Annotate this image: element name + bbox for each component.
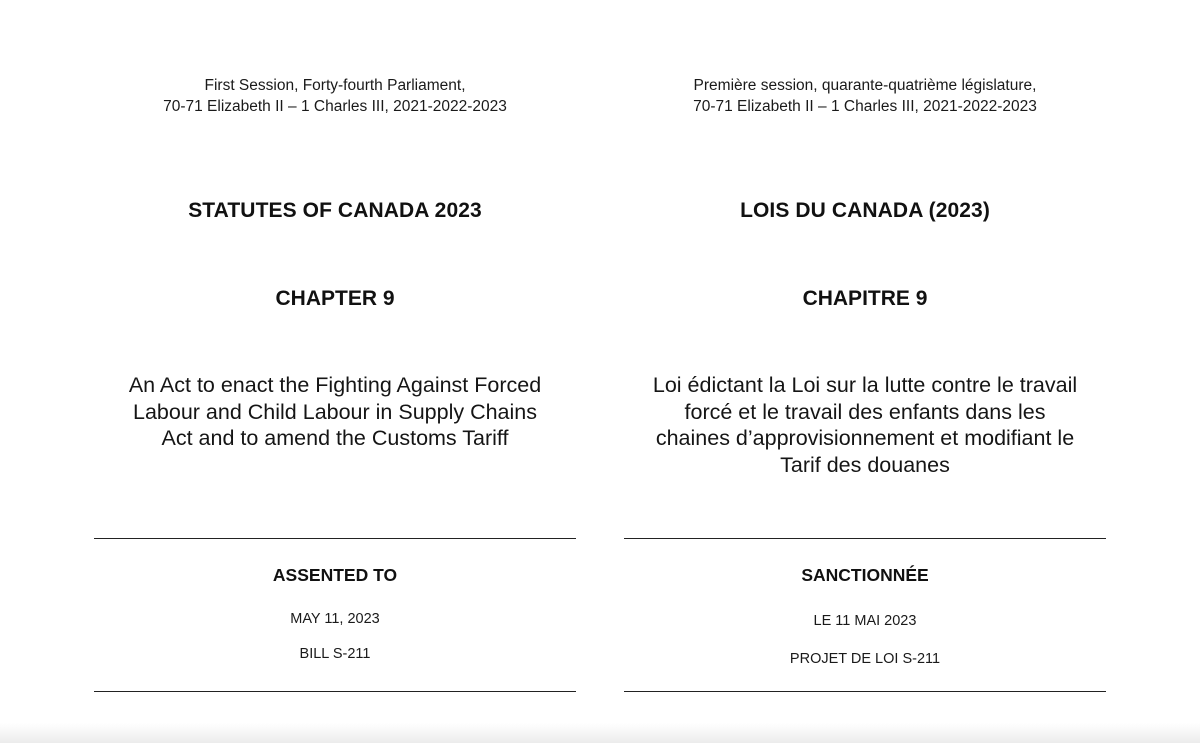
act-title-line: Loi édictant la Loi sur la lutte contre le travail	[652, 373, 1078, 397]
english-column	[94, 0, 576, 743]
divider-top	[624, 538, 1106, 539]
act-title	[94, 372, 576, 452]
session-line: First Session, Forty-fourth Parliament,	[204, 77, 466, 94]
french-column	[624, 0, 1106, 743]
bill-number: PROJET DE LOI S-211	[789, 651, 941, 667]
statutes-title: LOIS DU CANADA (2023)	[740, 199, 990, 222]
regnal-years-line: 70-71 Elizabeth II – 1 Charles III, 2021-2022-2023	[693, 98, 1037, 115]
act-title-line: Act and to amend the Customs Tariff	[161, 426, 509, 450]
session-info	[94, 75, 576, 117]
act-title	[624, 372, 1106, 478]
chapter-heading: CHAPITRE 9	[802, 287, 928, 310]
act-title-line: Labour and Child Labour in Supply Chains	[133, 399, 537, 424]
divider-bottom	[94, 691, 576, 692]
chapter-heading: CHAPTER 9	[275, 287, 395, 310]
session-line: Première session, quarante-quatrième législature,	[693, 77, 1037, 94]
bottom-edge-shadow	[0, 723, 1200, 743]
assent-date: LE 11 MAI 2023	[813, 613, 917, 629]
act-title-line: forcé et le travail des enfants dans les	[684, 399, 1046, 424]
assent-date: MAY 11, 2023	[290, 611, 380, 627]
bill-number: BILL S-211	[299, 646, 371, 662]
act-title-line: chaines d’approvisionnement et modifiant le	[655, 426, 1075, 450]
divider-top	[94, 538, 576, 539]
assent-heading: ASSENTED TO	[272, 565, 398, 585]
session-info	[624, 75, 1106, 117]
act-title-line: Tarif des douanes	[780, 452, 950, 477]
divider-bottom	[624, 691, 1106, 692]
act-title-line: An Act to enact the Fighting Against Forced	[128, 373, 542, 397]
statutes-title: STATUTES OF CANADA 2023	[188, 199, 482, 222]
regnal-years-line: 70-71 Elizabeth II – 1 Charles III, 2021-2022-2023	[163, 98, 507, 115]
assent-heading: SANCTIONNÉE	[801, 565, 929, 585]
